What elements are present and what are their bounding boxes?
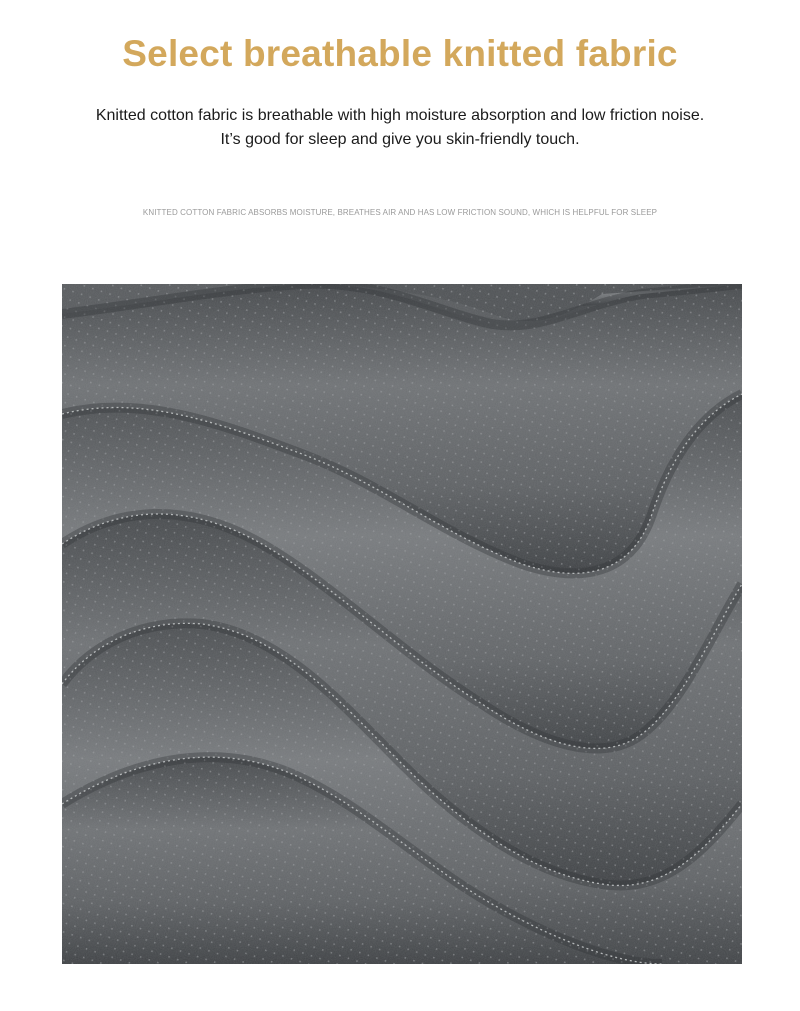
description-line-2: It’s good for sleep and give you skin-friendly touch. [220,131,580,148]
description-line-1: Knitted cotton fabric is breathable with high moisture absorption and low friction noise. [95,107,705,124]
fabric-photo [62,284,742,964]
page-headline: Select breathable knitted fabric [122,33,678,74]
caption-text: KNITTED COTTON FABRIC ABSORBS MOISTURE, BREATHES AIR AND HAS LOW FRICTION SOUND, WHICH IS HELPFUL FOR SLEEP [142,208,658,217]
fabric-illustration [62,284,742,964]
description [0,104,800,152]
